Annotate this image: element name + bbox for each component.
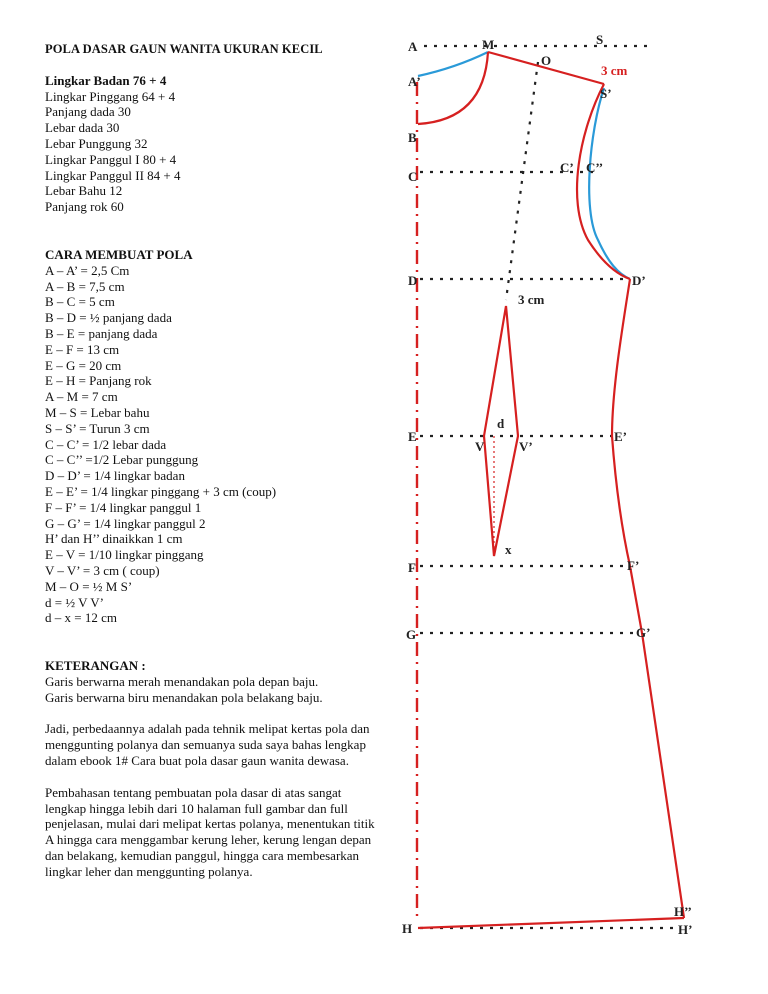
step-item: C – C’ = 1/2 lebar dada	[45, 436, 167, 452]
label-V-prime: V’	[519, 439, 533, 454]
label-B: B	[408, 130, 417, 145]
step-item: H’ dan H’’ dinaikkan 1 cm	[45, 531, 183, 547]
note-item: Garis berwarna biru menandakan pola belakang baju.	[45, 689, 323, 705]
paragraph-details: Pembahasan tentang pembuatan pola dasar di atas sangat lengkap hingga lebih dari 10 halaman full gambar dan full penjelasan, mulai dari melipat kertas polanya, menentukan titik A hingga cara menggambar kerung leher, kerung lengan depan dan belakang, kemudian panggul, hingga cara membesarkan lingkar leher dan menggunting polanya.	[45, 784, 375, 879]
step-item: E – V = 1/10 lingkar pinggang	[45, 547, 204, 563]
hem-line	[418, 918, 684, 928]
note-item: Garis berwarna merah menandakan pola depan baju.	[45, 673, 319, 689]
label-C-double: C’’	[586, 160, 604, 175]
waist-dart	[484, 306, 518, 556]
step-item: G – G’ = 1/4 lingkar panggul 2	[45, 515, 206, 531]
paragraph-ebook: Jadi, perbedaannya adalah pada tehnik melipat kertas pola dan menggunting polanya dan semuanya suda saya bahas lengkap dalam ebook 1# Cara buat pola dasar gaun wanita dewasa.	[45, 721, 370, 769]
page-title: POLA DASAR GAUN WANITA UKURAN KECIL	[45, 42, 323, 56]
label-C: C	[408, 169, 418, 184]
side-seam-hip	[612, 436, 630, 566]
label-A-prime: A’	[408, 74, 421, 89]
measurement-item: Lebar dada 30	[45, 120, 120, 136]
label-shoulder-3cm: 3 cm	[601, 63, 628, 78]
label-x: x	[505, 542, 512, 557]
label-V: V	[475, 439, 485, 454]
guide-lines	[420, 46, 680, 928]
step-item: F – F’ = 1/4 lingkar panggul 1	[45, 499, 202, 515]
label-H-double: H’’	[674, 904, 692, 919]
point-labels	[402, 32, 692, 937]
label-S-prime: S’	[600, 86, 612, 101]
step-item: A – M = 7 cm	[45, 389, 118, 405]
step-item: M – S = Lebar bahu	[45, 404, 150, 420]
step-item: V – V’ = 3 cm ( coup)	[45, 562, 160, 578]
notes-heading: KETERANGAN :	[45, 658, 146, 674]
label-H: H	[402, 921, 413, 936]
label-E-prime: E’	[614, 429, 627, 444]
step-item: A – A’ = 2,5 Cm	[45, 262, 130, 278]
step-item: B – D = ½ panjang dada	[45, 310, 172, 326]
side-seam-upper	[612, 279, 630, 436]
label-dart-3cm: 3 cm	[518, 292, 545, 307]
label-G: G	[406, 627, 417, 642]
step-item: S – S’ = Turun 3 cm	[45, 420, 150, 436]
label-C-prime: C’	[560, 160, 574, 175]
step-item: D – D’ = 1/4 lingkar badan	[45, 468, 185, 484]
step-item: d = ½ V V’	[45, 594, 104, 610]
label-E: E	[408, 429, 417, 444]
label-D: D	[408, 273, 418, 288]
measurement-item: Lebar Punggung 32	[45, 135, 148, 151]
label-A: A	[408, 39, 418, 54]
label-D-prime: D’	[632, 273, 646, 288]
label-G-prime: G’	[636, 625, 651, 640]
measurement-item: Lingkar Panggul I 80 + 4	[45, 151, 177, 167]
step-item: B – C = 5 cm	[45, 294, 115, 310]
measurement-item: Lebar Bahu 12	[45, 183, 123, 199]
label-S: S	[596, 32, 604, 47]
label-F: F	[408, 560, 416, 575]
step-item: A – B = 7,5 cm	[45, 278, 125, 294]
label-O: O	[541, 53, 552, 68]
step-item: C – C’’ =1/2 Lebar punggung	[45, 452, 199, 468]
measurement-item: Lingkar Pinggang 64 + 4	[45, 88, 176, 104]
measurement-item: Panjang dada 30	[45, 104, 131, 120]
measurements-heading: Lingkar Badan 76 + 4	[45, 72, 167, 88]
front-neckline	[418, 52, 488, 124]
measurement-item: Lingkar Panggul II 84 + 4	[45, 167, 181, 183]
step-item: E – H = Panjang rok	[45, 373, 152, 389]
step-item: E – G = 20 cm	[45, 357, 122, 373]
label-M: M	[482, 37, 495, 52]
step-item: d – x = 12 cm	[45, 610, 117, 626]
step-item: E – F = 13 cm	[45, 341, 120, 357]
measurement-item: Panjang rok 60	[45, 199, 124, 215]
step-item: M – O = ½ M S’	[45, 578, 133, 594]
side-seam-skirt	[630, 566, 684, 918]
front-pattern-lines	[418, 52, 684, 928]
step-item: E – E’ = 1/4 lingkar pinggang + 3 cm (coup)	[45, 483, 277, 499]
step-item: B – E = panjang dada	[45, 325, 158, 341]
guide-line-O-dart	[506, 62, 538, 300]
steps-heading: CARA MEMBUAT POLA	[45, 246, 193, 262]
back-neckline	[418, 52, 488, 76]
label-H-prime: H’	[678, 922, 693, 937]
label-d: d	[497, 416, 505, 431]
label-F-prime: F’	[627, 558, 640, 573]
